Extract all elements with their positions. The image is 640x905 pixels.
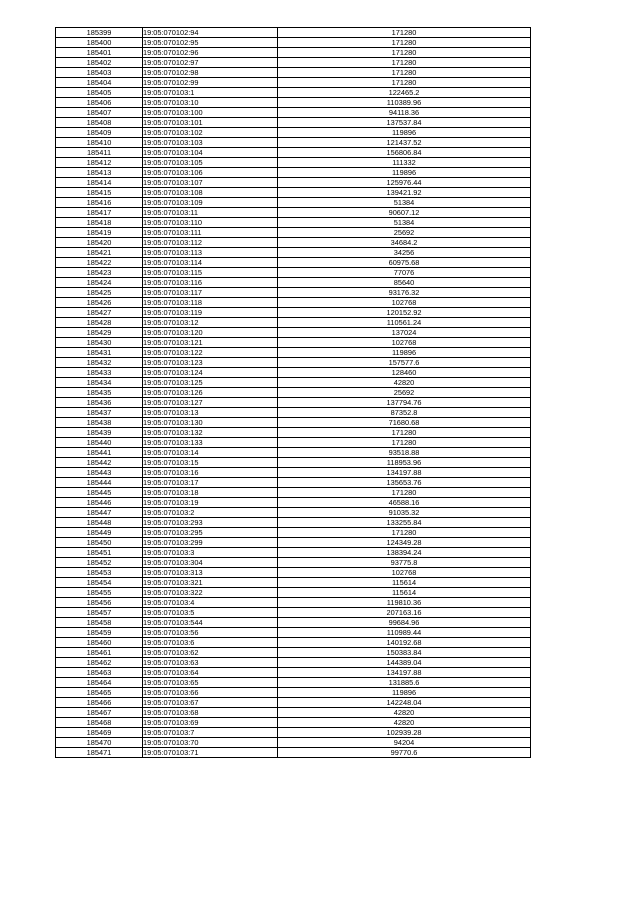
cadastral-number-cell: 19:05:070103:544 [143,618,278,628]
cadastral-number-cell: 19:05:070103:110 [143,218,278,228]
cadastral-number-cell: 19:05:070103:132 [143,428,278,438]
table-row [56,38,531,48]
cadastral-number-cell: 19:05:070102:99 [143,78,278,88]
value-cell: 93775.8 [278,558,531,568]
table-row [56,238,531,248]
cadastral-number-cell: 19:05:070102:97 [143,58,278,68]
cadastral-number-cell: 19:05:070103:2 [143,508,278,518]
cadastral-number-cell: 19:05:070103:112 [143,238,278,248]
table-row [56,298,531,308]
table-row [56,328,531,338]
value-cell: 102939.28 [278,728,531,738]
table-row [56,648,531,658]
cadastral-number-cell: 19:05:070103:66 [143,688,278,698]
cadastral-number-cell: 19:05:070103:69 [143,718,278,728]
row-id-cell: 185439 [56,428,143,438]
row-id-cell: 185437 [56,408,143,418]
value-cell: 93518.88 [278,448,531,458]
value-cell: 138394.24 [278,548,531,558]
table-row [56,658,531,668]
value-cell: 131885.6 [278,678,531,688]
row-id-cell: 185427 [56,308,143,318]
cadastral-number-cell: 19:05:070103:130 [143,418,278,428]
table-row [56,408,531,418]
table-row [56,438,531,448]
cadastral-number-cell: 19:05:070103:116 [143,278,278,288]
value-cell: 119896 [278,688,531,698]
cadastral-number-cell: 19:05:070103:120 [143,328,278,338]
row-id-cell: 185424 [56,278,143,288]
table-row [56,748,531,758]
value-cell: 171280 [278,38,531,48]
row-id-cell: 185408 [56,118,143,128]
value-cell: 25692 [278,228,531,238]
row-id-cell: 185455 [56,588,143,598]
cadastral-number-cell: 19:05:070103:109 [143,198,278,208]
row-id-cell: 185463 [56,668,143,678]
table-row [56,418,531,428]
table-row [56,228,531,238]
table-row [56,88,531,98]
row-id-cell: 185430 [56,338,143,348]
row-id-cell: 185420 [56,238,143,248]
table-row [56,628,531,638]
row-id-cell: 185429 [56,328,143,338]
cadastral-number-cell: 19:05:070103:295 [143,528,278,538]
table-row [56,578,531,588]
cadastral-number-cell: 19:05:070103:70 [143,738,278,748]
table-row [56,598,531,608]
table-row [56,478,531,488]
value-cell: 42820 [278,378,531,388]
value-cell: 144389.04 [278,658,531,668]
table-row [56,728,531,738]
row-id-cell: 185466 [56,698,143,708]
value-cell: 135653.76 [278,478,531,488]
value-cell: 124349.28 [278,538,531,548]
table-row [56,308,531,318]
value-cell: 85640 [278,278,531,288]
table-row [56,68,531,78]
table-row [56,458,531,468]
value-cell: 119896 [278,168,531,178]
row-id-cell: 185425 [56,288,143,298]
cadastral-number-cell: 19:05:070102:95 [143,38,278,48]
table-row [56,248,531,258]
value-cell: 171280 [278,438,531,448]
table-row [56,468,531,478]
value-cell: 115614 [278,578,531,588]
table-row [56,588,531,598]
value-cell: 99684.96 [278,618,531,628]
table-row [56,358,531,368]
value-cell: 111332 [278,158,531,168]
value-cell: 93176.32 [278,288,531,298]
row-id-cell: 185446 [56,498,143,508]
table-row [56,668,531,678]
cadastral-number-cell: 19:05:070103:125 [143,378,278,388]
row-id-cell: 185459 [56,628,143,638]
value-cell: 171280 [278,488,531,498]
value-cell: 139421.92 [278,188,531,198]
row-id-cell: 185402 [56,58,143,68]
cadastral-number-cell: 19:05:070103:122 [143,348,278,358]
cadastral-number-cell: 19:05:070103:127 [143,398,278,408]
table-row [56,348,531,358]
table-row [56,58,531,68]
value-cell: 171280 [278,78,531,88]
value-cell: 171280 [278,48,531,58]
cadastral-number-cell: 19:05:070103:105 [143,158,278,168]
cadastral-number-cell: 19:05:070103:19 [143,498,278,508]
table-row [56,158,531,168]
row-id-cell: 185443 [56,468,143,478]
table-row [56,738,531,748]
cadastral-number-cell: 19:05:070103:321 [143,578,278,588]
value-cell: 91035.32 [278,508,531,518]
value-cell: 140192.68 [278,638,531,648]
data-table [55,27,531,758]
row-id-cell: 185426 [56,298,143,308]
table-row [56,528,531,538]
row-id-cell: 185410 [56,138,143,148]
table-row [56,538,531,548]
table-row [56,708,531,718]
table-row [56,198,531,208]
table-row [56,688,531,698]
cadastral-number-cell: 19:05:070103:106 [143,168,278,178]
cadastral-number-cell: 19:05:070103:100 [143,108,278,118]
value-cell: 171280 [278,58,531,68]
cadastral-number-cell: 19:05:070103:114 [143,258,278,268]
cadastral-number-cell: 19:05:070103:313 [143,568,278,578]
row-id-cell: 185406 [56,98,143,108]
table-row [56,278,531,288]
row-id-cell: 185445 [56,488,143,498]
value-cell: 156806.84 [278,148,531,158]
row-id-cell: 185452 [56,558,143,568]
cadastral-number-cell: 19:05:070103:107 [143,178,278,188]
table-row [56,558,531,568]
value-cell: 134197.88 [278,468,531,478]
value-cell: 171280 [278,28,531,38]
cadastral-number-cell: 19:05:070103:17 [143,478,278,488]
row-id-cell: 185465 [56,688,143,698]
table-row [56,138,531,148]
table-row [56,48,531,58]
table-row [56,258,531,268]
row-id-cell: 185440 [56,438,143,448]
cadastral-number-cell: 19:05:070103:111 [143,228,278,238]
row-id-cell: 185431 [56,348,143,358]
value-cell: 157577.6 [278,358,531,368]
row-id-cell: 185428 [56,318,143,328]
cadastral-number-cell: 19:05:070103:322 [143,588,278,598]
value-cell: 125976.44 [278,178,531,188]
table-row [56,448,531,458]
row-id-cell: 185438 [56,418,143,428]
row-id-cell: 185399 [56,28,143,38]
value-cell: 134197.88 [278,668,531,678]
cadastral-number-cell: 19:05:070103:115 [143,268,278,278]
table-row [56,398,531,408]
cadastral-number-cell: 19:05:070103:62 [143,648,278,658]
value-cell: 42820 [278,708,531,718]
row-id-cell: 185462 [56,658,143,668]
value-cell: 171280 [278,528,531,538]
cadastral-number-cell: 19:05:070103:10 [143,98,278,108]
value-cell: 90607.12 [278,208,531,218]
table-row [56,118,531,128]
cadastral-number-cell: 19:05:070103:5 [143,608,278,618]
value-cell: 87352.8 [278,408,531,418]
row-id-cell: 185450 [56,538,143,548]
value-cell: 34256 [278,248,531,258]
table-row [56,208,531,218]
row-id-cell: 185414 [56,178,143,188]
table-row [56,518,531,528]
value-cell: 94118.36 [278,108,531,118]
value-cell: 119896 [278,348,531,358]
row-id-cell: 185449 [56,528,143,538]
row-id-cell: 185413 [56,168,143,178]
value-cell: 120152.92 [278,308,531,318]
table-row [56,268,531,278]
value-cell: 34684.2 [278,238,531,248]
cadastral-number-cell: 19:05:070103:11 [143,208,278,218]
row-id-cell: 185436 [56,398,143,408]
cadastral-number-cell: 19:05:070103:63 [143,658,278,668]
value-cell: 99770.6 [278,748,531,758]
value-cell: 102768 [278,568,531,578]
cadastral-number-cell: 19:05:070103:1 [143,88,278,98]
table-body [56,28,531,758]
cadastral-number-cell: 19:05:070103:71 [143,748,278,758]
row-id-cell: 185416 [56,198,143,208]
row-id-cell: 185433 [56,368,143,378]
table-row [56,718,531,728]
table-row [56,28,531,38]
row-id-cell: 185412 [56,158,143,168]
table-row [56,488,531,498]
row-id-cell: 185403 [56,68,143,78]
table-row [56,128,531,138]
table-row [56,548,531,558]
table-row [56,288,531,298]
cadastral-number-cell: 19:05:070103:68 [143,708,278,718]
value-cell: 142248.04 [278,698,531,708]
cadastral-number-cell: 19:05:070102:94 [143,28,278,38]
cadastral-number-cell: 19:05:070103:101 [143,118,278,128]
row-id-cell: 185421 [56,248,143,258]
value-cell: 102768 [278,338,531,348]
value-cell: 46588.16 [278,498,531,508]
cadastral-number-cell: 19:05:070103:67 [143,698,278,708]
cadastral-number-cell: 19:05:070103:113 [143,248,278,258]
table-row [56,78,531,88]
cadastral-number-cell: 19:05:070103:6 [143,638,278,648]
cadastral-number-cell: 19:05:070103:102 [143,128,278,138]
cadastral-number-cell: 19:05:070103:103 [143,138,278,148]
value-cell: 60975.68 [278,258,531,268]
row-id-cell: 185464 [56,678,143,688]
value-cell: 25692 [278,388,531,398]
value-cell: 121437.52 [278,138,531,148]
cadastral-number-cell: 19:05:070103:56 [143,628,278,638]
table-row [56,568,531,578]
cadastral-number-cell: 19:05:070103:119 [143,308,278,318]
row-id-cell: 185458 [56,618,143,628]
table-row [56,678,531,688]
value-cell: 42820 [278,718,531,728]
value-cell: 51384 [278,198,531,208]
row-id-cell: 185407 [56,108,143,118]
table-row [56,428,531,438]
row-id-cell: 185432 [56,358,143,368]
cadastral-number-cell: 19:05:070103:126 [143,388,278,398]
cadastral-number-cell: 19:05:070102:98 [143,68,278,78]
table-row [56,148,531,158]
cadastral-number-cell: 19:05:070103:15 [143,458,278,468]
cadastral-number-cell: 19:05:070103:121 [143,338,278,348]
cadastral-number-cell: 19:05:070103:64 [143,668,278,678]
cadastral-number-cell: 19:05:070103:3 [143,548,278,558]
cadastral-number-cell: 19:05:070103:18 [143,488,278,498]
row-id-cell: 185404 [56,78,143,88]
value-cell: 150383.84 [278,648,531,658]
table-row [56,338,531,348]
value-cell: 122465.2 [278,88,531,98]
row-id-cell: 185448 [56,518,143,528]
row-id-cell: 185451 [56,548,143,558]
cadastral-number-cell: 19:05:070102:96 [143,48,278,58]
row-id-cell: 185415 [56,188,143,198]
cadastral-number-cell: 19:05:070103:123 [143,358,278,368]
table-row [56,108,531,118]
cadastral-number-cell: 19:05:070103:13 [143,408,278,418]
value-cell: 102768 [278,298,531,308]
row-id-cell: 185471 [56,748,143,758]
cadastral-number-cell: 19:05:070103:293 [143,518,278,528]
row-id-cell: 185405 [56,88,143,98]
row-id-cell: 185469 [56,728,143,738]
row-id-cell: 185417 [56,208,143,218]
value-cell: 207163.16 [278,608,531,618]
table-row [56,618,531,628]
table-row [56,498,531,508]
value-cell: 137537.84 [278,118,531,128]
table-row [56,168,531,178]
value-cell: 115614 [278,588,531,598]
row-id-cell: 185419 [56,228,143,238]
row-id-cell: 185461 [56,648,143,658]
cadastral-number-cell: 19:05:070103:124 [143,368,278,378]
value-cell: 119896 [278,128,531,138]
table-row [56,98,531,108]
value-cell: 128460 [278,368,531,378]
value-cell: 51384 [278,218,531,228]
cadastral-number-cell: 19:05:070103:117 [143,288,278,298]
value-cell: 71680.68 [278,418,531,428]
cadastral-number-cell: 19:05:070103:299 [143,538,278,548]
cadastral-number-cell: 19:05:070103:133 [143,438,278,448]
table-row [56,638,531,648]
table-row [56,218,531,228]
value-cell: 171280 [278,428,531,438]
cadastral-number-cell: 19:05:070103:304 [143,558,278,568]
cadastral-number-cell: 19:05:070103:7 [143,728,278,738]
value-cell: 133255.84 [278,518,531,528]
value-cell: 119810.36 [278,598,531,608]
row-id-cell: 185435 [56,388,143,398]
row-id-cell: 185418 [56,218,143,228]
row-id-cell: 185411 [56,148,143,158]
table-row [56,318,531,328]
table-row [56,368,531,378]
value-cell: 118953.96 [278,458,531,468]
value-cell: 137024 [278,328,531,338]
row-id-cell: 185457 [56,608,143,618]
row-id-cell: 185434 [56,378,143,388]
row-id-cell: 185441 [56,448,143,458]
cadastral-number-cell: 19:05:070103:65 [143,678,278,688]
row-id-cell: 185442 [56,458,143,468]
value-cell: 110389.96 [278,98,531,108]
row-id-cell: 185460 [56,638,143,648]
value-cell: 94204 [278,738,531,748]
table-row [56,508,531,518]
row-id-cell: 185454 [56,578,143,588]
value-cell: 171280 [278,68,531,78]
row-id-cell: 185422 [56,258,143,268]
value-cell: 137794.76 [278,398,531,408]
table-row [56,698,531,708]
cadastral-number-cell: 19:05:070103:12 [143,318,278,328]
table-row [56,178,531,188]
table-row [56,188,531,198]
row-id-cell: 185400 [56,38,143,48]
table-row [56,378,531,388]
table-row [56,388,531,398]
cadastral-number-cell: 19:05:070103:4 [143,598,278,608]
row-id-cell: 185423 [56,268,143,278]
cadastral-number-cell: 19:05:070103:16 [143,468,278,478]
row-id-cell: 185470 [56,738,143,748]
row-id-cell: 185444 [56,478,143,488]
row-id-cell: 185401 [56,48,143,58]
row-id-cell: 185409 [56,128,143,138]
row-id-cell: 185468 [56,718,143,728]
value-cell: 110989.44 [278,628,531,638]
table-row [56,608,531,618]
value-cell: 77076 [278,268,531,278]
cadastral-number-cell: 19:05:070103:104 [143,148,278,158]
row-id-cell: 185467 [56,708,143,718]
cadastral-number-cell: 19:05:070103:118 [143,298,278,308]
cadastral-number-cell: 19:05:070103:14 [143,448,278,458]
cadastral-number-cell: 19:05:070103:108 [143,188,278,198]
row-id-cell: 185453 [56,568,143,578]
value-cell: 110561.24 [278,318,531,328]
row-id-cell: 185456 [56,598,143,608]
row-id-cell: 185447 [56,508,143,518]
